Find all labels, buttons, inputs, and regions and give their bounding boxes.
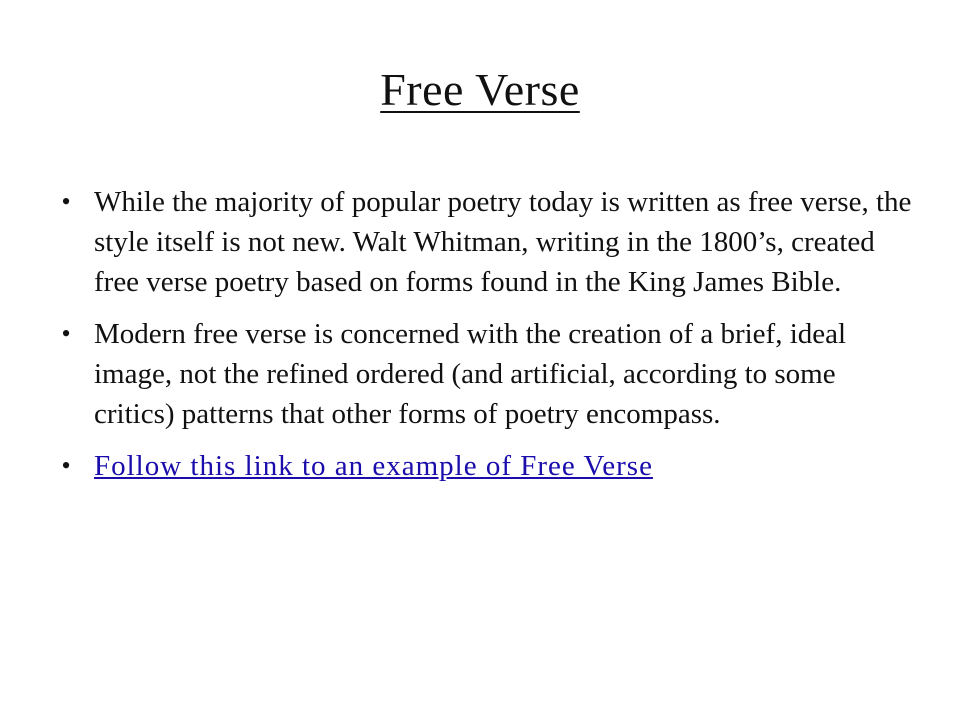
bullet-icon: • [61,187,71,216]
slide-title [0,60,960,120]
bullet-item-whitman [56,182,916,302]
bullet-icon: • [61,451,71,480]
bullet-icon: • [61,319,71,348]
bullet-item-modern [56,314,916,434]
bullet-text: While the majority of popular poetry today is written as free verse, the style itself is not new. Walt Whitman, writing in the 1800’s, created free verse poetry based on forms found in the King James Bible. [94,186,912,298]
bullet-text: Modern free verse is concerned with the creation of a brief, ideal image, not the refined ordered (and artificial, according to some critics) patterns that other forms of poetry encompass. [94,318,847,430]
bullet-list [56,182,916,498]
free-verse-example-link[interactable]: Follow this link to an example of Free Verse [94,450,653,482]
bullet-item-link [56,446,916,486]
slide-title-text: Free Verse [380,64,580,115]
